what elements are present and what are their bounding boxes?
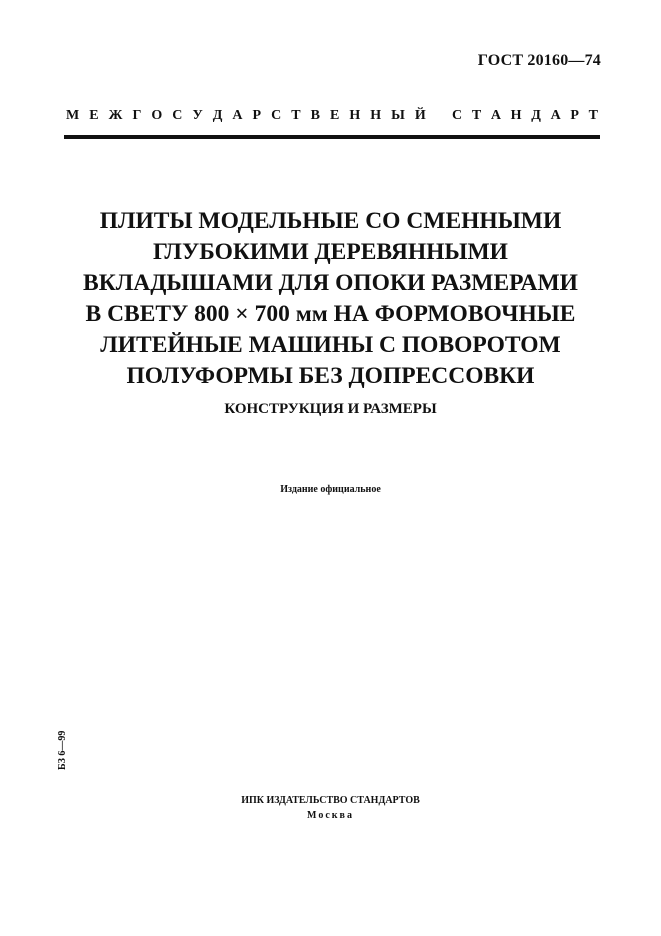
document-subtitle: КОНСТРУКЦИЯ И РАЗМЕРЫ — [224, 401, 437, 417]
document-code: ГОСТ 20160—74 — [477, 52, 601, 69]
title-line: ПОЛУФОРМЫ БЕЗ ДОПРЕССОВКИ — [126, 363, 535, 389]
title-line: В СВЕТУ 800 × 700 мм НА ФОРМОВОЧНЫЕ — [85, 301, 576, 327]
publisher-city: Москва — [307, 810, 354, 821]
edition-note: Издание официальное — [280, 484, 381, 495]
header-rule — [64, 135, 600, 139]
title-line: ЛИТЕЙНЫЕ МАШИНЫ С ПОВОРОТОМ — [100, 332, 561, 358]
title-line: ГЛУБОКИМИ ДЕРЕВЯННЫМИ — [153, 239, 508, 265]
title-line: ПЛИТЫ МОДЕЛЬНЫЕ СО СМЕННЫМИ — [99, 208, 562, 234]
publisher-name: ИПК ИЗДАТЕЛЬСТВО СТАНДАРТОВ — [241, 795, 420, 806]
title-line: ВКЛАДЫШАМИ ДЛЯ ОПОКИ РАЗМЕРАМИ — [83, 270, 578, 296]
standard-type-word-2: С Т А Н Д А Р Т — [452, 108, 598, 123]
side-code: БЗ 6—99 — [57, 730, 68, 770]
standard-type-word-1: М Е Ж Г О С У Д А Р С Т В Е Н Н Ы Й — [66, 108, 426, 123]
document-title — [40, 206, 621, 392]
standard-type-heading — [66, 108, 598, 124]
